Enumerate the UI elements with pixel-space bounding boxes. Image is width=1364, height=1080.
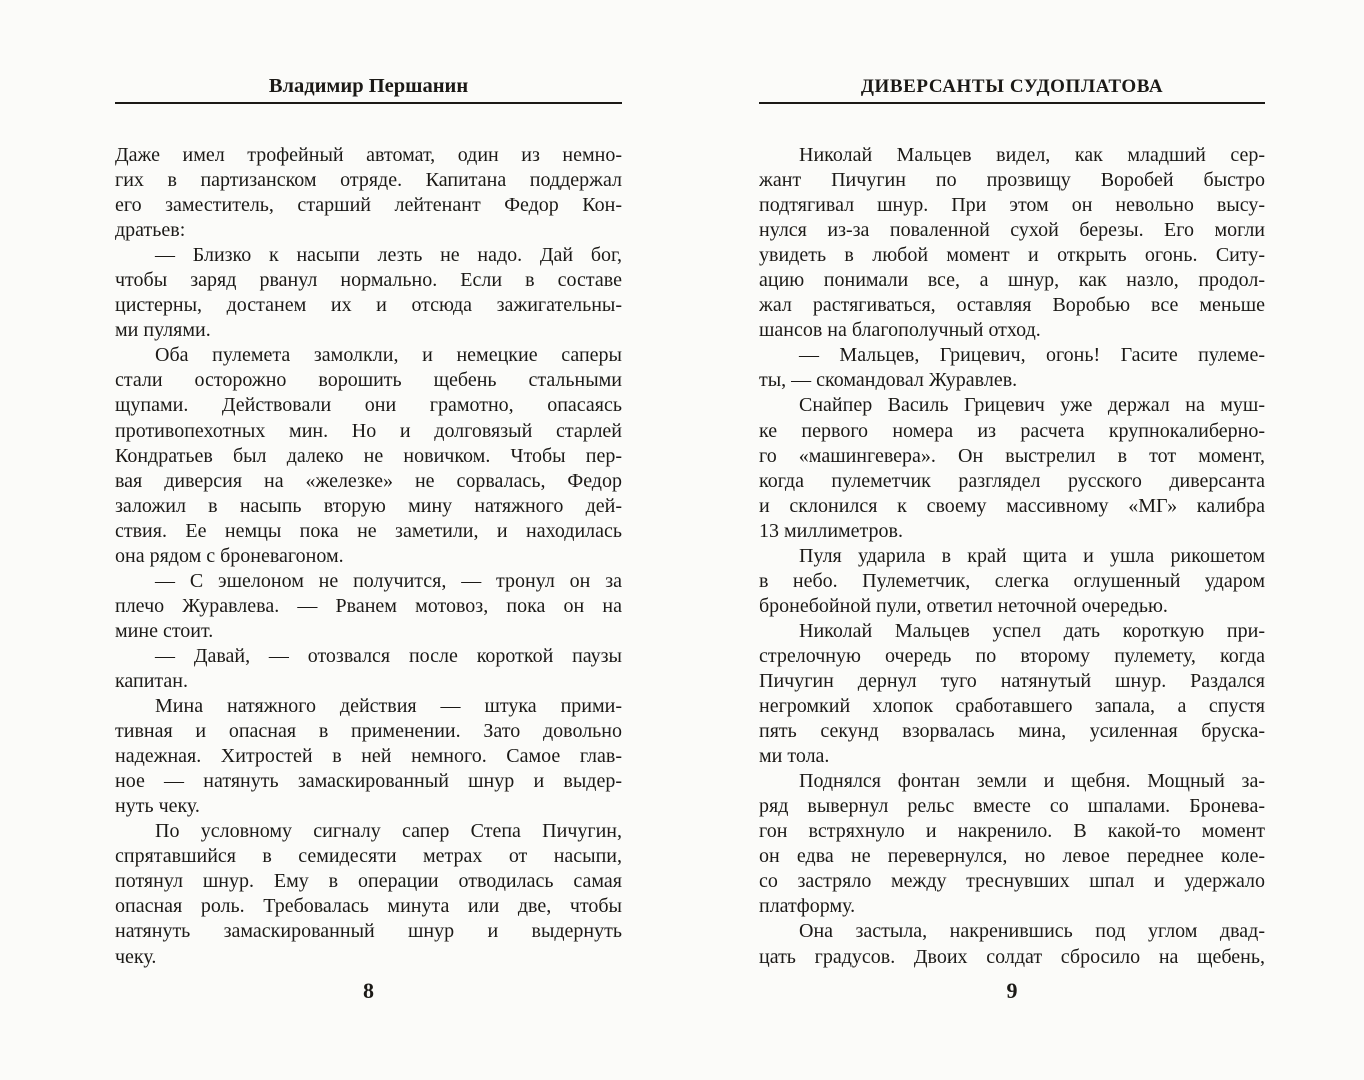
text-line: стали осторожно ворошить щебень стальными <box>115 369 622 392</box>
text-line: чеку. <box>115 945 157 968</box>
text-line: цистерны, достанем их и отсюда зажигательны- <box>115 294 622 317</box>
text-line: потянул шнур. Ему в операции отводилась самая <box>115 870 622 893</box>
page-number-right: 9 <box>1006 978 1018 1003</box>
text-line: Николай Мальцев успел дать короткую при- <box>799 619 1265 642</box>
text-line: — Давай, — отозвался после короткой паузы <box>155 644 622 667</box>
text-line: когда пулеметчик разглядел русского диверсанта <box>759 469 1265 492</box>
text-line: стрелочную очередь по второму пулемету, когда <box>759 644 1265 667</box>
text-line: Даже имел трофейный автомат, один из немно- <box>115 144 622 166</box>
text-line: ты, — скомандовал Журавлев. <box>759 369 1018 392</box>
text-line: Она застыла, накренившись под углом двад- <box>799 920 1265 943</box>
text-line: Поднялся фонтан земли и щебня. Мощный за- <box>799 770 1265 793</box>
paragraph <box>115 243 622 343</box>
paragraph <box>759 343 1265 393</box>
text-line: со застряло между треснувших шпал и удержало <box>759 870 1265 893</box>
page-body-left <box>115 143 622 970</box>
text-line: нулся из-за поваленной сухой березы. Его могли <box>759 219 1265 242</box>
text-line: Мина натяжного действия — штука прими- <box>155 695 622 718</box>
text-line: чтобы заряд рванул нормально. Если в составе <box>115 269 622 292</box>
paragraph <box>115 694 622 819</box>
text-line: — Мальцев, Грицевич, огонь! Гасите пулеме- <box>799 344 1265 367</box>
text-line: капитан. <box>115 669 188 692</box>
text-line: противопехотных мин. Но и долговязый старлей <box>115 419 622 442</box>
page-body-right <box>759 143 1265 970</box>
paragraph <box>115 644 622 694</box>
text-line: ствия. Ее немцы пока не заметили, и находилась <box>115 519 622 542</box>
text-line: Николай Мальцев видел, как младший сер- <box>799 144 1265 166</box>
text-line: пять секунд взорвалась мина, усиленная бруска- <box>759 720 1265 743</box>
paragraph <box>115 569 622 644</box>
text-line: вая диверсия на «железке» не сорвалась, Федор <box>115 469 622 492</box>
page-left <box>115 0 622 1080</box>
text-line: негромкий хлопок сработавшего запала, а спустя <box>759 695 1265 718</box>
text-line: спрятавшийся в семидесяти метрах от насыпи, <box>115 845 622 868</box>
text-line: и склонился к своему массивному «МГ» калибра <box>759 494 1265 517</box>
text-line: Кондратьев был далеко не новичком. Чтобы пер- <box>115 444 622 467</box>
text-line: — Близко к насыпи лезть не надо. Дай бог, <box>155 244 622 267</box>
text-line: натянуть замаскированный шнур и выдернуть <box>115 920 622 943</box>
paragraph <box>759 143 1265 343</box>
text-line: он едва не перевернулся, но левое переднее коле- <box>759 845 1265 868</box>
text-line: увидеть в любой момент и открыть огонь. Ситу- <box>759 244 1265 267</box>
text-line: ное — натянуть замаскированный шнур и выдер- <box>115 770 622 793</box>
page-number-left: 8 <box>363 978 374 1003</box>
text-line: щупами. Действовали они грамотно, опасаясь <box>115 394 622 417</box>
text-line: в небо. Пулеметчик, слегка оглушенный ударом <box>759 569 1265 592</box>
text-line: жант Пичугин по прозвищу Воробей быстро <box>759 169 1265 192</box>
text-line: Пичугин дернул туго натянутый шнур. Раздался <box>759 669 1265 692</box>
text-line: заложил в насыпь вторую мину натяжного дей- <box>115 494 622 517</box>
text-line: подтягивал шнур. При этом он невольно высу- <box>759 194 1265 217</box>
page-right <box>759 0 1265 1080</box>
text-line: ряд вывернул рельс вместе со шпалами. Бронева- <box>759 795 1265 818</box>
text-line: нуть чеку. <box>115 795 200 818</box>
text-line: Оба пулемета замолкли, и немецкие саперы <box>155 344 622 367</box>
text-line: плечо Журавлева. — Рванем мотовоз, пока он на <box>115 594 622 617</box>
running-header-author: Владимир Першанин <box>115 75 622 104</box>
paragraph <box>759 544 1265 619</box>
paragraph <box>759 619 1265 769</box>
text-line: тивная и опасная в применении. Зато довольно <box>115 720 622 743</box>
paragraph <box>115 343 622 568</box>
text-line: ми пулями. <box>115 319 211 342</box>
text-line: — С эшелоном не получится, — тронул он за <box>155 569 622 592</box>
text-line: мине стоит. <box>115 619 214 642</box>
paragraph <box>115 819 622 969</box>
text-line: она рядом с броневагоном. <box>115 544 344 567</box>
text-line: гих в партизанском отряде. Капитана поддержал <box>115 169 622 192</box>
text-line: опасная роль. Требовалась минута или две, чтобы <box>115 895 622 918</box>
text-line: го «машингевера». Он выстрелил в тот момент, <box>759 444 1265 467</box>
text-line: цать градусов. Двоих солдат сбросило на щебень, <box>759 945 1265 968</box>
text-line: ацию понимали все, а шнур, как назло, продол- <box>759 269 1265 292</box>
text-line: По условному сигналу сапер Степа Пичугин, <box>155 820 622 843</box>
text-line: ке первого номера из расчета крупнокалиберно- <box>759 419 1265 442</box>
text-line: гон встряхнуло и накренило. В какой-то момент <box>759 820 1265 843</box>
text-line: шансов на благополучный отход. <box>759 319 1041 342</box>
text-line: платформу. <box>759 895 856 918</box>
paragraph <box>759 393 1265 543</box>
text-line: Снайпер Василь Грицевич уже держал на муш- <box>799 394 1265 417</box>
running-header-title: ДИВЕРСАНТЫ СУДОПЛАТОВА <box>759 75 1265 104</box>
paragraph <box>115 143 622 243</box>
text-line: его заместитель, старший лейтенант Федор Кон- <box>115 194 622 217</box>
text-line: 13 миллиметров. <box>759 519 903 542</box>
text-line: ми тола. <box>759 745 830 768</box>
text-line: жал растягиваться, оставляя Воробью все меньше <box>759 294 1265 317</box>
text-line: Пуля ударила в край щита и ушла рикошетом <box>799 544 1265 567</box>
text-line: надежная. Хитростей в ней немного. Самое глав- <box>115 745 622 768</box>
text-line: дратьев: <box>115 219 186 242</box>
paragraph <box>759 919 1265 969</box>
text-line: бронебойной пули, ответил неточной очередью. <box>759 594 1168 617</box>
paragraph <box>759 769 1265 919</box>
